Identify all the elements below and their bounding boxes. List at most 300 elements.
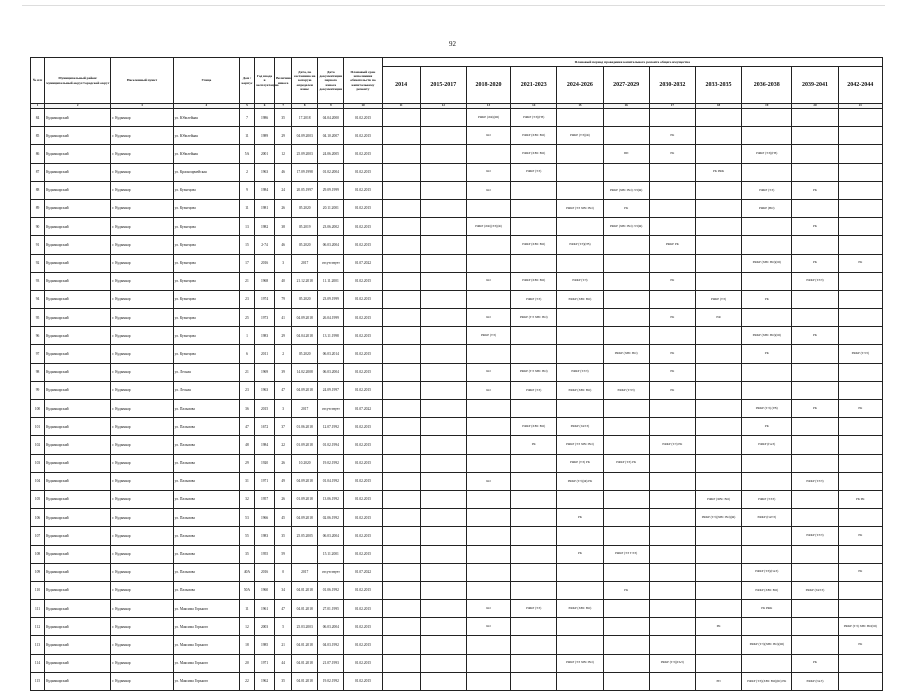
municipality-cell: Кудымкарский xyxy=(45,545,111,563)
period-cell xyxy=(649,400,695,418)
table-row xyxy=(31,454,883,472)
period-cell xyxy=(511,454,557,472)
period-cell xyxy=(420,127,466,145)
deadline-cell: 01.02.2015 xyxy=(344,199,382,217)
street-cell: ул. Лесная xyxy=(173,381,239,399)
municipality-cell: Кудымкарский xyxy=(45,418,111,436)
table-row xyxy=(31,127,883,145)
period-cell: РФКР (ХВС ВО) xyxy=(557,290,603,308)
period-cell xyxy=(792,436,838,454)
period-cell xyxy=(649,109,695,127)
wear-cell: 45 xyxy=(275,509,292,527)
column-number: 5 xyxy=(239,104,254,109)
period-cell xyxy=(792,363,838,381)
wear-cell: 41 xyxy=(275,309,292,327)
period-cell xyxy=(838,127,882,145)
settlement-cell: г. Кудымкар xyxy=(111,636,173,654)
period-cell xyxy=(838,327,882,345)
period-cell xyxy=(649,672,695,690)
date-docs-cell: 26.04.1999 xyxy=(318,309,344,327)
wear-cell: 24 xyxy=(275,181,292,199)
period-cell xyxy=(603,672,649,690)
row-number: 87 xyxy=(31,163,45,181)
row-number: 89 xyxy=(31,199,45,217)
period-cell: РФКР (ТЭЭ) xyxy=(557,363,603,381)
table-row xyxy=(31,618,883,636)
deadline-cell: 01.07.2022 xyxy=(344,563,382,581)
period-cell: РФКР (ТЭ) xyxy=(511,600,557,618)
period-cell xyxy=(792,490,838,508)
period-cell xyxy=(382,672,420,690)
period-cell xyxy=(382,363,420,381)
period-cell xyxy=(420,109,466,127)
year-built-cell: 2001 xyxy=(255,145,275,163)
deadline-cell: 01.02.2015 xyxy=(344,345,382,363)
date-state-cell: 17.09.1998 xyxy=(292,163,318,181)
period-cell xyxy=(511,327,557,345)
column-number: 2 xyxy=(45,104,111,109)
settlement-cell: г. Кудымкар xyxy=(111,290,173,308)
row-number: 102 xyxy=(31,436,45,454)
row-number: 106 xyxy=(31,509,45,527)
period-cell xyxy=(420,199,466,217)
period-cell xyxy=(792,545,838,563)
street-cell: ул. Пальмова xyxy=(173,545,239,563)
deadline-cell: 01.02.2015 xyxy=(344,454,382,472)
period-cell xyxy=(420,654,466,672)
date-state-cell: 2017 xyxy=(292,563,318,581)
year-built-cell: 1974 xyxy=(255,290,275,308)
row-number: 85 xyxy=(31,127,45,145)
period-cell xyxy=(603,236,649,254)
period-cell xyxy=(649,327,695,345)
period-cell: РФКР (ХВС ВО) xyxy=(511,236,557,254)
header-wear: Величина износа xyxy=(275,58,292,104)
municipality-cell: Кудымкарский xyxy=(45,454,111,472)
date-state-cell: 25.03.2003 xyxy=(292,618,318,636)
column-number: 17 xyxy=(649,104,695,109)
period-cell: РФ xyxy=(695,309,741,327)
period-cell xyxy=(838,418,882,436)
settlement-cell: г. Кудымкар xyxy=(111,418,173,436)
municipality-cell: Кудымкарский xyxy=(45,490,111,508)
period-cell xyxy=(557,527,603,545)
period-cell xyxy=(603,418,649,436)
period-cell: РФКР (ТЭ)(Ф) xyxy=(557,127,603,145)
house-cell: 11 xyxy=(239,127,254,145)
period-cell: РК xyxy=(603,581,649,599)
settlement-cell: г. Кудымкар xyxy=(111,545,173,563)
table-row xyxy=(31,199,883,217)
period-cell: РК xyxy=(649,127,695,145)
date-docs-cell: 01.02.2004 xyxy=(318,163,344,181)
period-cell xyxy=(838,218,882,236)
period-cell xyxy=(742,545,792,563)
date-docs-cell: 23.06.2002 xyxy=(318,218,344,236)
period-cell xyxy=(838,672,882,690)
house-cell: 11 xyxy=(239,199,254,217)
table-row xyxy=(31,327,883,345)
period-cell: РК xyxy=(838,254,882,272)
period-cell xyxy=(603,127,649,145)
year-built-cell: 2015 xyxy=(255,400,275,418)
row-number: 88 xyxy=(31,181,45,199)
period-cell: КО xyxy=(466,127,510,145)
period-cell xyxy=(382,109,420,127)
period-cell xyxy=(742,127,792,145)
period-cell xyxy=(466,490,510,508)
period-cell xyxy=(792,145,838,163)
house-cell: 18 xyxy=(239,636,254,654)
deadline-cell: 01.02.2015 xyxy=(344,672,382,690)
period-cell xyxy=(511,509,557,527)
header-year: 2036-2038 xyxy=(742,67,792,104)
period-cell: РФКР (ХВС ВО) xyxy=(557,600,603,618)
year-built-cell: 1981 xyxy=(255,199,275,217)
date-docs-cell: 11.11.2001 xyxy=(318,272,344,290)
settlement-cell: г. Кудымкар xyxy=(111,109,173,127)
date-state-cell: 2017 xyxy=(292,254,318,272)
wear-cell: 49 xyxy=(275,472,292,490)
date-state-cell: 04.01.2018 xyxy=(292,600,318,618)
street-cell: ул. Красноармейская xyxy=(173,163,239,181)
period-cell xyxy=(603,618,649,636)
street-cell: ул. Юбилейная xyxy=(173,145,239,163)
year-built-cell: 2011 xyxy=(255,345,275,363)
period-cell xyxy=(695,400,741,418)
year-built-cell: 1971 xyxy=(255,472,275,490)
period-cell: РФКР (ТЭ ХВС ВО) xyxy=(557,654,603,672)
period-cell: КО xyxy=(466,472,510,490)
deadline-cell: 01.07.2022 xyxy=(344,254,382,272)
column-number: 13 xyxy=(466,104,510,109)
period-cell: РФКР (ЛФ)(Ш) xyxy=(466,109,510,127)
period-cell: РФКР (ТЭЭ) xyxy=(742,490,792,508)
settlement-cell: г. Кудымкар xyxy=(111,345,173,363)
period-cell xyxy=(649,254,695,272)
period-cell xyxy=(466,509,510,527)
wear-cell: 46 xyxy=(275,236,292,254)
municipality-cell: Кудымкарский xyxy=(45,581,111,599)
street-cell: ул. Пальмова xyxy=(173,436,239,454)
period-cell: РФКР (ТЭ) xyxy=(511,290,557,308)
period-cell xyxy=(695,454,741,472)
year-built-cell: 1983 xyxy=(255,327,275,345)
period-cell xyxy=(742,309,792,327)
period-cell: РФКР (ГАТЭ) xyxy=(742,509,792,527)
year-built-cell: 1960 xyxy=(255,581,275,599)
period-cell xyxy=(603,109,649,127)
settlement-cell: г. Кудымкар xyxy=(111,563,173,581)
period-cell xyxy=(511,490,557,508)
period-cell xyxy=(557,163,603,181)
period-cell xyxy=(382,145,420,163)
period-cell xyxy=(420,345,466,363)
municipality-cell: Кудымкарский xyxy=(45,309,111,327)
period-cell xyxy=(511,545,557,563)
settlement-cell: г. Кудымкар xyxy=(111,490,173,508)
period-cell: РФКР (ТЭ ХВС ВО) xyxy=(511,309,557,327)
header-year: 2021-2023 xyxy=(511,67,557,104)
column-number: 3 xyxy=(111,104,173,109)
period-cell: РФКР (ТЭ)(ХВС ВО)(Ф) xyxy=(695,509,741,527)
date-docs-cell: 06.03.2014 xyxy=(318,345,344,363)
street-cell: ул. Максима Горького xyxy=(173,636,239,654)
period-cell xyxy=(838,109,882,127)
date-docs-cell: 24.06.2005 xyxy=(318,145,344,163)
wear-cell: 29 xyxy=(275,127,292,145)
period-cell: РФКР (ТЭ) (ГВ) xyxy=(742,400,792,418)
date-docs-cell: 15.11.2001 xyxy=(318,545,344,563)
period-cell xyxy=(838,272,882,290)
municipality-cell: Кудымкарский xyxy=(45,272,111,290)
year-built-cell: 1984 xyxy=(255,181,275,199)
period-cell: КО xyxy=(466,363,510,381)
table-row xyxy=(31,400,883,418)
wear-cell: 35 xyxy=(275,672,292,690)
period-cell xyxy=(792,109,838,127)
date-state-cell: 04.04.2018 xyxy=(292,327,318,345)
period-cell xyxy=(742,618,792,636)
house-cell: 20 xyxy=(239,654,254,672)
deadline-cell: 01.02.2015 xyxy=(344,218,382,236)
period-cell: РК РК xyxy=(838,490,882,508)
period-cell: РФКР (ХВС ВО)(Ш) xyxy=(742,327,792,345)
period-cell xyxy=(466,454,510,472)
period-cell xyxy=(838,600,882,618)
period-cell: РФКР (ЛФ)(ЭЭ)(Ф) xyxy=(466,218,510,236)
municipality-cell: Кудымкарский xyxy=(45,127,111,145)
header-street: Улица xyxy=(173,58,239,104)
date-state-cell: 01.06.2018 xyxy=(292,418,318,436)
period-cell xyxy=(382,254,420,272)
table-row xyxy=(31,254,883,272)
settlement-cell: г. Кудымкар xyxy=(111,127,173,145)
house-cell: 9 xyxy=(239,181,254,199)
deadline-cell: 01.02.2015 xyxy=(344,527,382,545)
period-cell: РФКР (ТЭ ХВС ВО) xyxy=(557,436,603,454)
period-cell xyxy=(420,600,466,618)
settlement-cell: г. Кудымкар xyxy=(111,163,173,181)
settlement-cell: г. Кудымкар xyxy=(111,309,173,327)
period-cell xyxy=(420,236,466,254)
deadline-cell: 01.02.2015 xyxy=(344,145,382,163)
period-cell: РК xyxy=(557,545,603,563)
date-state-cell: 05.2020 xyxy=(292,236,318,254)
period-cell: РФКР (ВО) xyxy=(742,199,792,217)
period-cell xyxy=(420,454,466,472)
period-cell xyxy=(466,145,510,163)
deadline-cell: 01.02.2015 xyxy=(344,490,382,508)
column-number: 18 xyxy=(695,104,741,109)
municipality-cell: Кудымкарский xyxy=(45,327,111,345)
period-cell xyxy=(466,654,510,672)
period-cell xyxy=(420,472,466,490)
period-cell xyxy=(511,199,557,217)
period-cell xyxy=(382,236,420,254)
period-cell: РК xyxy=(649,309,695,327)
period-cell: РФКР (ТЭЭ) xyxy=(792,472,838,490)
period-cell xyxy=(649,563,695,581)
period-cell xyxy=(420,563,466,581)
header-year: 2018-2020 xyxy=(466,67,510,104)
period-cell xyxy=(649,199,695,217)
period-cell xyxy=(420,145,466,163)
date-state-cell: 10.2020 xyxy=(292,454,318,472)
period-cell xyxy=(603,436,649,454)
period-cell: РФКР (ХВС ВО) xyxy=(511,127,557,145)
date-docs-cell: 06.03.2004 xyxy=(318,527,344,545)
column-number: 11 xyxy=(382,104,420,109)
table-row xyxy=(31,654,883,672)
street-cell: ул. Пальмова xyxy=(173,418,239,436)
house-cell: 1 xyxy=(239,327,254,345)
settlement-cell: г. Кудымкар xyxy=(111,199,173,217)
row-number: 92 xyxy=(31,254,45,272)
municipality-cell: Кудымкарский xyxy=(45,654,111,672)
period-cell xyxy=(695,109,741,127)
table-row xyxy=(31,290,883,308)
period-cell: РК xyxy=(742,290,792,308)
period-cell xyxy=(603,290,649,308)
header-planned-period: Плановый период проведения капитального ремонта общего имущества xyxy=(382,58,882,67)
table-row xyxy=(31,363,883,381)
period-cell: РФКР (ГАЭ) xyxy=(792,672,838,690)
year-built-cell: 1957 xyxy=(255,490,275,508)
period-cell: РК xyxy=(792,327,838,345)
period-cell: РК xyxy=(838,563,882,581)
wear-cell: 37 xyxy=(275,418,292,436)
period-cell: РФКР (ХВС ВО) xyxy=(695,490,741,508)
period-cell xyxy=(838,145,882,163)
period-cell: РФКР (ТЭ) РК xyxy=(603,454,649,472)
settlement-cell: г. Кудымкар xyxy=(111,454,173,472)
period-cell xyxy=(695,472,741,490)
period-cell xyxy=(466,545,510,563)
row-number: 113 xyxy=(31,636,45,654)
settlement-cell: г. Кудымкар xyxy=(111,254,173,272)
period-cell xyxy=(649,636,695,654)
period-cell xyxy=(557,400,603,418)
settlement-cell: г. Кудымкар xyxy=(111,600,173,618)
period-cell xyxy=(649,418,695,436)
period-cell xyxy=(742,363,792,381)
deadline-cell: 01.02.2015 xyxy=(344,163,382,181)
period-cell xyxy=(557,672,603,690)
period-cell xyxy=(695,254,741,272)
house-cell: 29 xyxy=(239,454,254,472)
period-cell xyxy=(420,363,466,381)
period-cell xyxy=(792,618,838,636)
wear-cell: 46 xyxy=(275,163,292,181)
period-cell: РФКР (ТЭ) РК xyxy=(649,436,695,454)
municipality-cell: Кудымкарский xyxy=(45,181,111,199)
header-year: 2033-2035 xyxy=(695,67,741,104)
period-cell xyxy=(838,509,882,527)
house-cell: 35 xyxy=(239,545,254,563)
period-cell xyxy=(838,454,882,472)
wear-cell: 26 xyxy=(275,490,292,508)
table-row xyxy=(31,600,883,618)
column-number: 20 xyxy=(792,104,838,109)
header-house: Дом / корпус xyxy=(239,58,254,104)
year-built-cell: 1968 xyxy=(255,272,275,290)
period-cell xyxy=(382,400,420,418)
municipality-cell: Кудымкарский xyxy=(45,527,111,545)
year-built-cell: 1962 xyxy=(255,672,275,690)
date-state-cell: 20.05.1997 xyxy=(292,181,318,199)
year-built-cell: 2-74 xyxy=(255,236,275,254)
deadline-cell: 01.02.2015 xyxy=(344,272,382,290)
period-cell: ПП xyxy=(603,145,649,163)
period-cell xyxy=(382,290,420,308)
period-cell: РК xyxy=(742,345,792,363)
row-number: 100 xyxy=(31,400,45,418)
house-cell: 21 xyxy=(239,272,254,290)
period-cell xyxy=(557,218,603,236)
house-cell: 36 xyxy=(239,400,254,418)
wear-cell: 22 xyxy=(275,436,292,454)
wear-cell: 40 xyxy=(275,272,292,290)
street-cell: ул. Пальмова xyxy=(173,527,239,545)
period-cell xyxy=(466,199,510,217)
period-cell xyxy=(382,218,420,236)
wear-cell: 47 xyxy=(275,381,292,399)
wear-cell: 35 xyxy=(275,527,292,545)
period-cell xyxy=(792,636,838,654)
settlement-cell: г. Кудымкар xyxy=(111,272,173,290)
deadline-cell: 01.02.2015 xyxy=(344,636,382,654)
period-cell xyxy=(695,363,741,381)
wear-cell: 47 xyxy=(275,600,292,618)
column-number: 21 xyxy=(838,104,882,109)
street-cell: ул. Кузнецова xyxy=(173,236,239,254)
row-number: 111 xyxy=(31,600,45,618)
period-cell xyxy=(420,527,466,545)
period-cell: РФКР (ТЭ) ХВС ВО(Ш) xyxy=(838,618,882,636)
street-cell: ул. Пальмова xyxy=(173,400,239,418)
period-cell xyxy=(838,581,882,599)
period-cell xyxy=(649,618,695,636)
period-cell xyxy=(557,145,603,163)
date-state-cell: 05.2020 xyxy=(292,290,318,308)
date-state-cell: 25.05.2005 xyxy=(292,527,318,545)
deadline-cell: 01.02.2015 xyxy=(344,127,382,145)
street-cell: ул. Пальмова xyxy=(173,490,239,508)
deadline-cell: 01.02.2015 xyxy=(344,181,382,199)
period-cell xyxy=(466,254,510,272)
date-state-cell: 05.2020 xyxy=(292,199,318,217)
period-cell xyxy=(420,254,466,272)
street-cell: ул. Максима Горького xyxy=(173,672,239,690)
period-cell xyxy=(420,290,466,308)
period-cell xyxy=(649,600,695,618)
period-cell xyxy=(742,472,792,490)
date-state-cell: 25.09.2003 xyxy=(292,145,318,163)
table-row xyxy=(31,163,883,181)
date-docs-cell: отсутствует xyxy=(318,563,344,581)
date-docs-cell: 04.04.2000 xyxy=(318,109,344,127)
date-docs-cell: 01.06.1992 xyxy=(318,581,344,599)
column-number: 15 xyxy=(557,104,603,109)
date-state-cell: 2017 xyxy=(292,400,318,418)
period-cell xyxy=(742,163,792,181)
municipality-cell: Кудымкарский xyxy=(45,109,111,127)
deadline-cell: 01.02.2015 xyxy=(344,436,382,454)
municipality-cell: Кудымкарский xyxy=(45,199,111,217)
date-docs-cell: 06.03.2004 xyxy=(318,618,344,636)
row-number: 96 xyxy=(31,327,45,345)
